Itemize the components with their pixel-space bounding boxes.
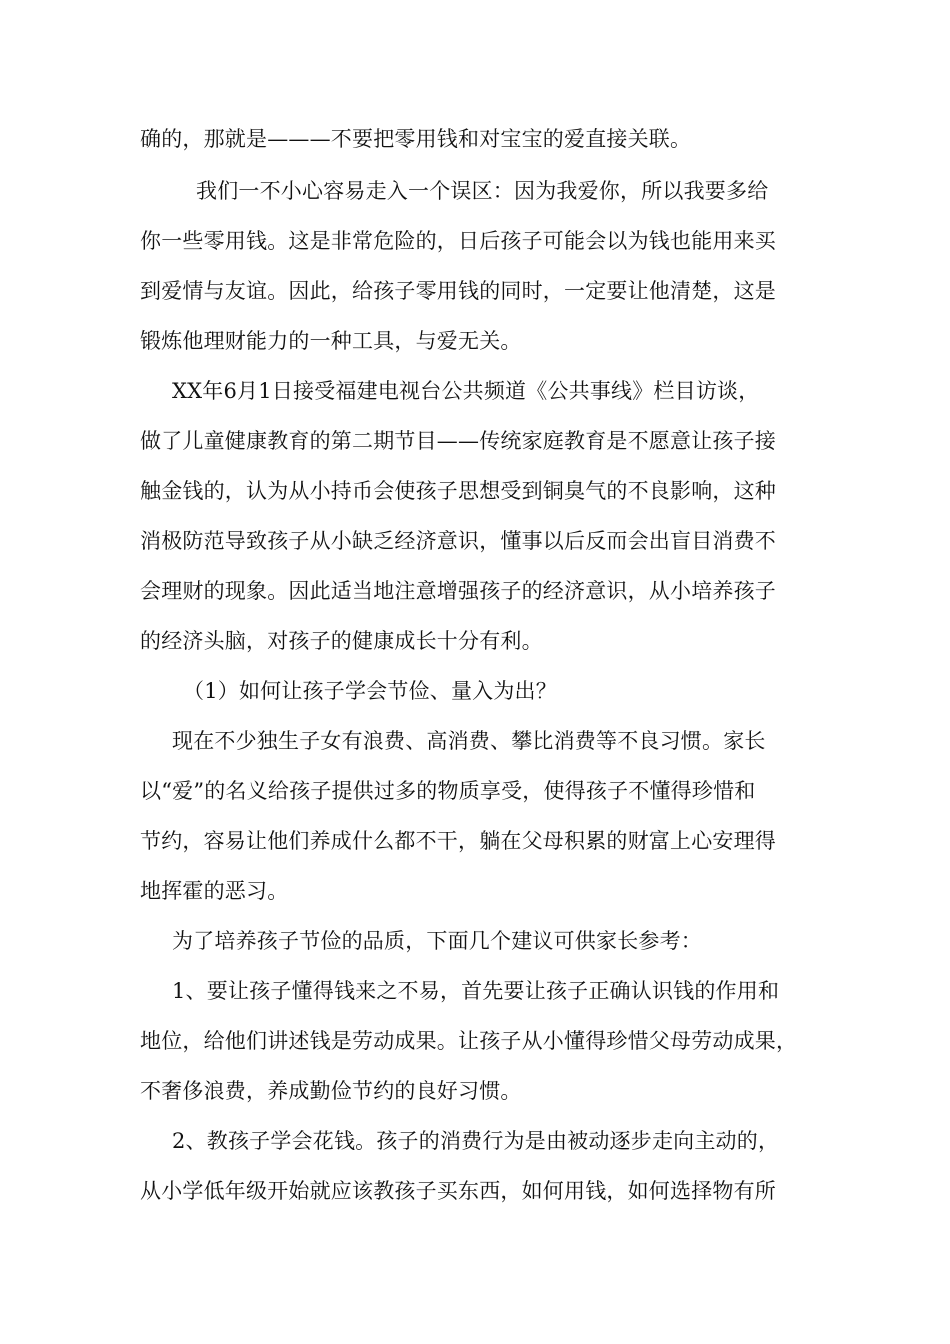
text-line: 为了培养孩子节俭的品质，下面几个建议可供家长参考： (172, 929, 702, 953)
text-line: 地挥霍的恶习。 (140, 879, 289, 903)
text-line: XX年6月1日接受福建电视台公共频道《公共事线》栏目访谈， (172, 379, 760, 403)
text-line: 会理财的现象。因此适当地注意增强孩子的经济意识，从小培养孩子 (140, 579, 776, 603)
text-line: 确的，那就是———不要把零用钱和对宝宝的爱直接关联。 (140, 127, 692, 151)
list-item-text: 从小学低年级开始就应该教孩子买东西，如何用钱，如何选择物有所 (140, 1179, 776, 1203)
text-line: 以“爱”的名义给孩子提供过多的物质享受，使得孩子不懂得珍惜和 (140, 779, 756, 803)
text-line: 节约，容易让他们养成什么都不干，躺在父母积累的财富上心安理得 (140, 829, 776, 853)
text-line: 你一些零用钱。这是非常危险的，日后孩子可能会以为钱也能用来买 (140, 229, 776, 253)
section-heading: （1）如何让孩子学会节俭、量入为出？ (183, 679, 557, 703)
text-line: 我们一不小心容易走入一个误区：因为我爱你，所以我要多给 (196, 179, 769, 203)
list-item-text: 1、要让孩子懂得钱来之不易，首先要让孩子正确认识钱的作用和 (172, 979, 780, 1003)
list-item-text: 不奢侈浪费，养成勤俭节约的良好习惯。 (140, 1079, 522, 1103)
list-item-text: 地位，给他们讲述钱是劳动成果。让孩子从小懂得珍惜父母劳动成果， (140, 1029, 798, 1053)
text-line: 做了儿童健康教育的第二期节目——传统家庭教育是不愿意让孩子接 (140, 429, 776, 453)
text-line: 锻炼他理财能力的一种工具，与爱无关。 (140, 329, 522, 353)
text-line: 的经济头脑，对孩子的健康成长十分有利。 (140, 629, 543, 653)
text-line: 触金钱的，认为从小持币会使孩子思想受到铜臭气的不良影响，这种 (140, 479, 776, 503)
text-line: 消极防范导致孩子从小缺乏经济意识，懂事以后反而会出盲目消费不 (140, 529, 776, 553)
text-line: 到爱情与友谊。因此，给孩子零用钱的同时，一定要让他清楚，这是 (140, 279, 776, 303)
text-line: 现在不少独生子女有浪费、高消费、攀比消费等不良习惯。家长 (172, 729, 766, 753)
list-item-text: 2、教孩子学会花钱。孩子的消费行为是由被动逐步走向主动的， (172, 1129, 780, 1153)
